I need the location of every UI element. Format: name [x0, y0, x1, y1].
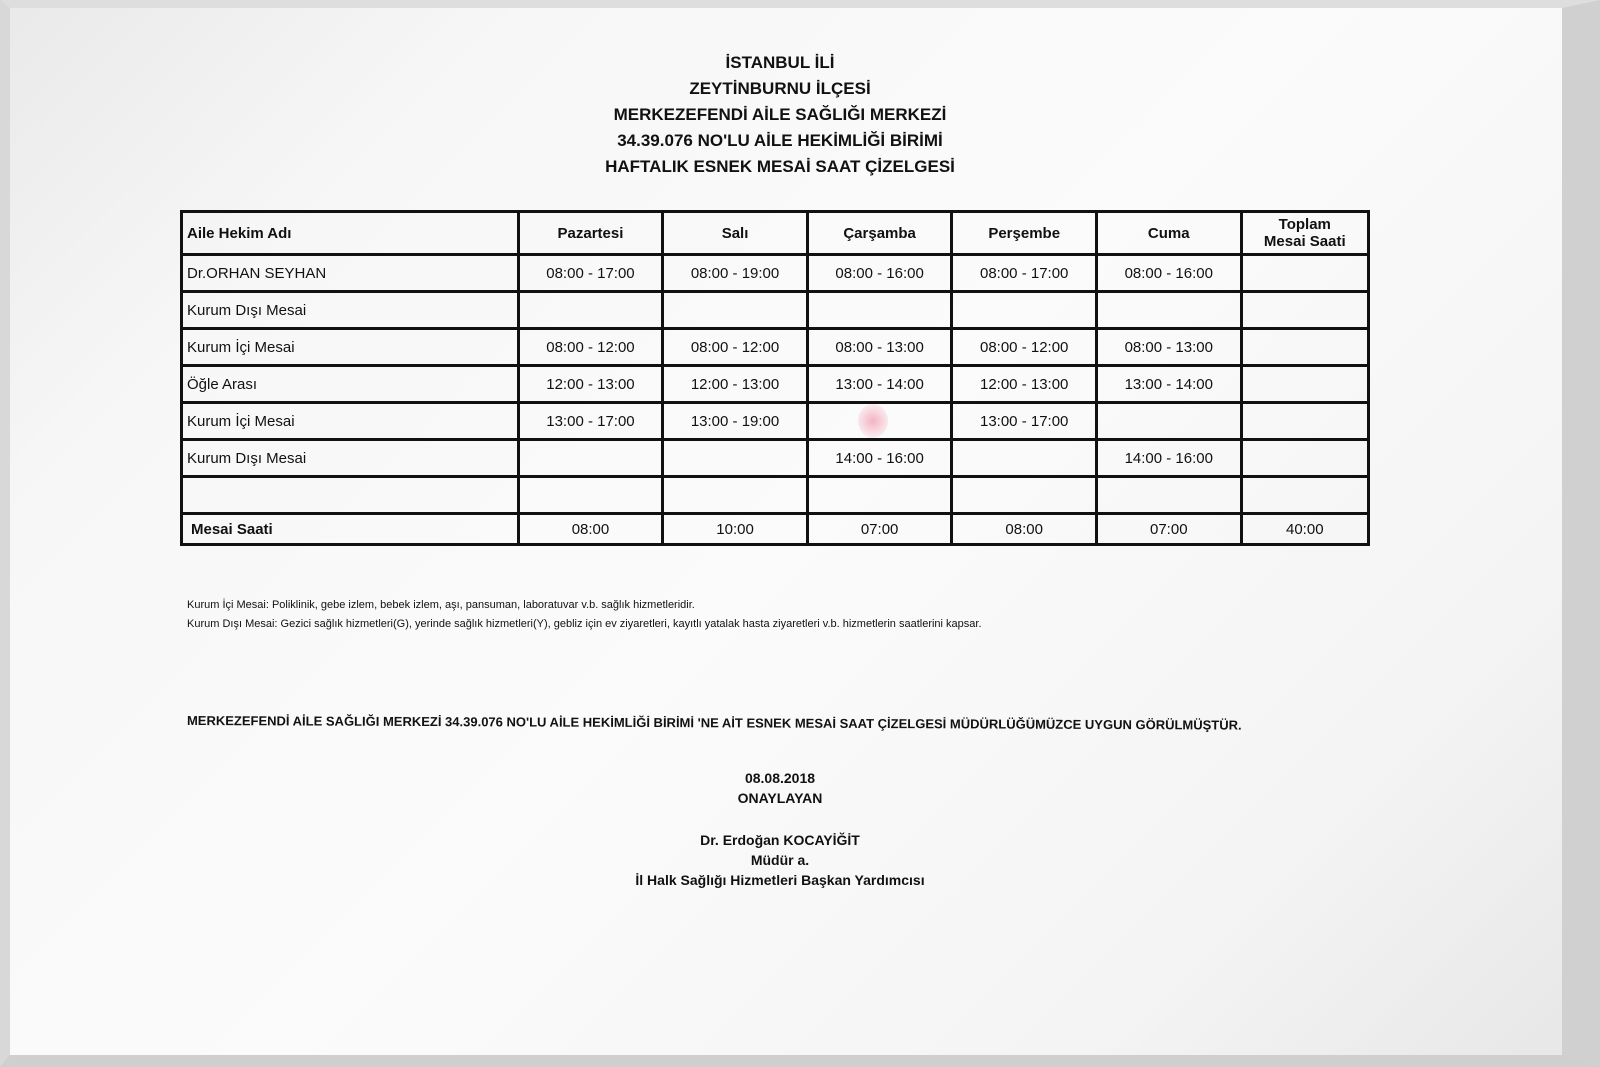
summary-cell: 10:00: [663, 514, 808, 545]
time-cell: [663, 477, 808, 514]
title-line: HAFTALIK ESNEK MESAİ SAAT ÇİZELGESİ: [605, 157, 955, 176]
time-cell: 08:00 - 12:00: [663, 329, 808, 366]
document-title: [480, 50, 1080, 180]
title-line: MERKEZEFENDİ AİLE SAĞLIĞI MERKEZİ: [613, 105, 947, 124]
row-label: [182, 477, 519, 514]
time-cell: 13:00 - 14:00: [1096, 366, 1241, 403]
approver-role: ONAYLAYAN: [737, 790, 823, 806]
time-cell: [952, 292, 1097, 329]
time-cell: 13:00 - 17:00: [952, 403, 1097, 440]
row-label: Kurum İçi Mesai: [182, 329, 519, 366]
table-row: [182, 366, 1369, 403]
time-cell: 08:00 - 16:00: [1096, 255, 1241, 292]
total-header-line: Toplam: [1278, 216, 1331, 233]
row-label: Kurum İçi Mesai: [182, 403, 519, 440]
time-cell: 14:00 - 16:00: [1096, 440, 1241, 477]
approval-date: 08.08.2018: [744, 770, 816, 786]
title-line: İSTANBUL İLİ: [725, 53, 835, 72]
column-header: Perşembe: [952, 212, 1097, 255]
total-cell: [1241, 403, 1368, 440]
time-cell: 12:00 - 13:00: [663, 366, 808, 403]
time-cell: 08:00 - 16:00: [807, 255, 952, 292]
column-header: Salı: [663, 212, 808, 255]
time-cell: [663, 440, 808, 477]
time-cell: 12:00 - 13:00: [518, 366, 663, 403]
time-cell: 13:00 - 19:00: [663, 403, 808, 440]
time-cell: 08:00 - 19:00: [663, 255, 808, 292]
total-cell: [1241, 440, 1368, 477]
approver-name: Dr. Erdoğan KOCAYİĞİT: [700, 832, 860, 848]
schedule-table: [180, 210, 1370, 546]
row-label: Dr.ORHAN SEYHAN: [182, 255, 519, 292]
row-label: Kurum Dışı Mesai: [182, 440, 519, 477]
summary-cell: 08:00: [518, 514, 663, 545]
time-cell: [1096, 292, 1241, 329]
table-row: [182, 329, 1369, 366]
time-cell: [1096, 477, 1241, 514]
ink-mark: [858, 404, 888, 438]
total-cell: [1241, 366, 1368, 403]
footnotes: [187, 596, 982, 634]
total-header-line: Mesai Saati: [1263, 233, 1346, 250]
approval-statement: MERKEZEFENDİ AİLE SAĞLIĞI MERKEZİ 34.39.076 NO'LU AİLE HEKİMLİĞİ BİRİMİ 'NE AİT ESNEK MESAİ SAAT ÇİZELGESİ MÜDÜRLÜĞÜMÜZCE UYGUN GÖRÜLMÜŞTÜR.: [186, 713, 1242, 733]
time-cell: 08:00 - 12:00: [518, 329, 663, 366]
time-cell: 14:00 - 16:00: [807, 440, 952, 477]
total-cell: [1241, 292, 1368, 329]
title-line: ZEYTİNBURNU İLÇESİ: [689, 79, 871, 98]
signature-block: [580, 768, 980, 890]
approver-title: İl Halk Sağlığı Hizmetleri Başkan Yardımcısı: [635, 872, 925, 888]
table-row: [182, 255, 1369, 292]
time-cell: 08:00 - 17:00: [952, 255, 1097, 292]
total-cell: [1241, 255, 1368, 292]
row-label: Kurum Dışı Mesai: [182, 292, 519, 329]
total-cell: [1241, 329, 1368, 366]
table-row: [182, 403, 1369, 440]
column-header-total: [1241, 212, 1368, 255]
table-row: [182, 292, 1369, 329]
footnote: Kurum Dışı Mesai: Gezici sağlık hizmetleri(G), yerinde sağlık hizmetleri(Y), gebliz için ev ziyaretleri, kayıtlı yatalak hasta ziyaretleri v.b. hizmetlerin saatlerini kapsar.: [187, 618, 982, 630]
time-cell: [952, 440, 1097, 477]
title-line: 34.39.076 NO'LU AİLE HEKİMLİĞİ BİRİMİ: [617, 131, 943, 150]
time-cell: [807, 292, 952, 329]
table-header-row: [182, 212, 1369, 255]
time-cell: 08:00 - 13:00: [807, 329, 952, 366]
time-cell: 08:00 - 12:00: [952, 329, 1097, 366]
column-header: Çarşamba: [807, 212, 952, 255]
time-cell: 12:00 - 13:00: [952, 366, 1097, 403]
summary-cell: 07:00: [1096, 514, 1241, 545]
summary-cell: 08:00: [952, 514, 1097, 545]
table-row: [182, 440, 1369, 477]
summary-label: Mesai Saati: [182, 514, 519, 545]
approver-title: Müdür a.: [750, 852, 810, 868]
summary-cell: 07:00: [807, 514, 952, 545]
time-cell: [807, 477, 952, 514]
time-cell: [518, 292, 663, 329]
summary-total: 40:00: [1241, 514, 1368, 545]
time-cell: [952, 477, 1097, 514]
time-cell: 13:00 - 17:00: [518, 403, 663, 440]
time-cell: [1096, 403, 1241, 440]
time-cell: 08:00 - 13:00: [1096, 329, 1241, 366]
time-cell: [663, 292, 808, 329]
summary-row: [182, 514, 1369, 545]
footnote: Kurum İçi Mesai: Poliklinik, gebe izlem, bebek izlem, aşı, pansuman, laboratuvar v.b. sağlık hizmetleridir.: [187, 599, 695, 611]
column-header: Pazartesi: [518, 212, 663, 255]
table-row: [182, 477, 1369, 514]
column-header: Cuma: [1096, 212, 1241, 255]
time-cell: 08:00 - 17:00: [518, 255, 663, 292]
row-label: Öğle Arası: [182, 366, 519, 403]
time-cell: [518, 440, 663, 477]
total-cell: [1241, 477, 1368, 514]
time-cell: 13:00 - 14:00: [807, 366, 952, 403]
time-cell: [518, 477, 663, 514]
column-header: Aile Hekim Adı: [182, 212, 519, 255]
